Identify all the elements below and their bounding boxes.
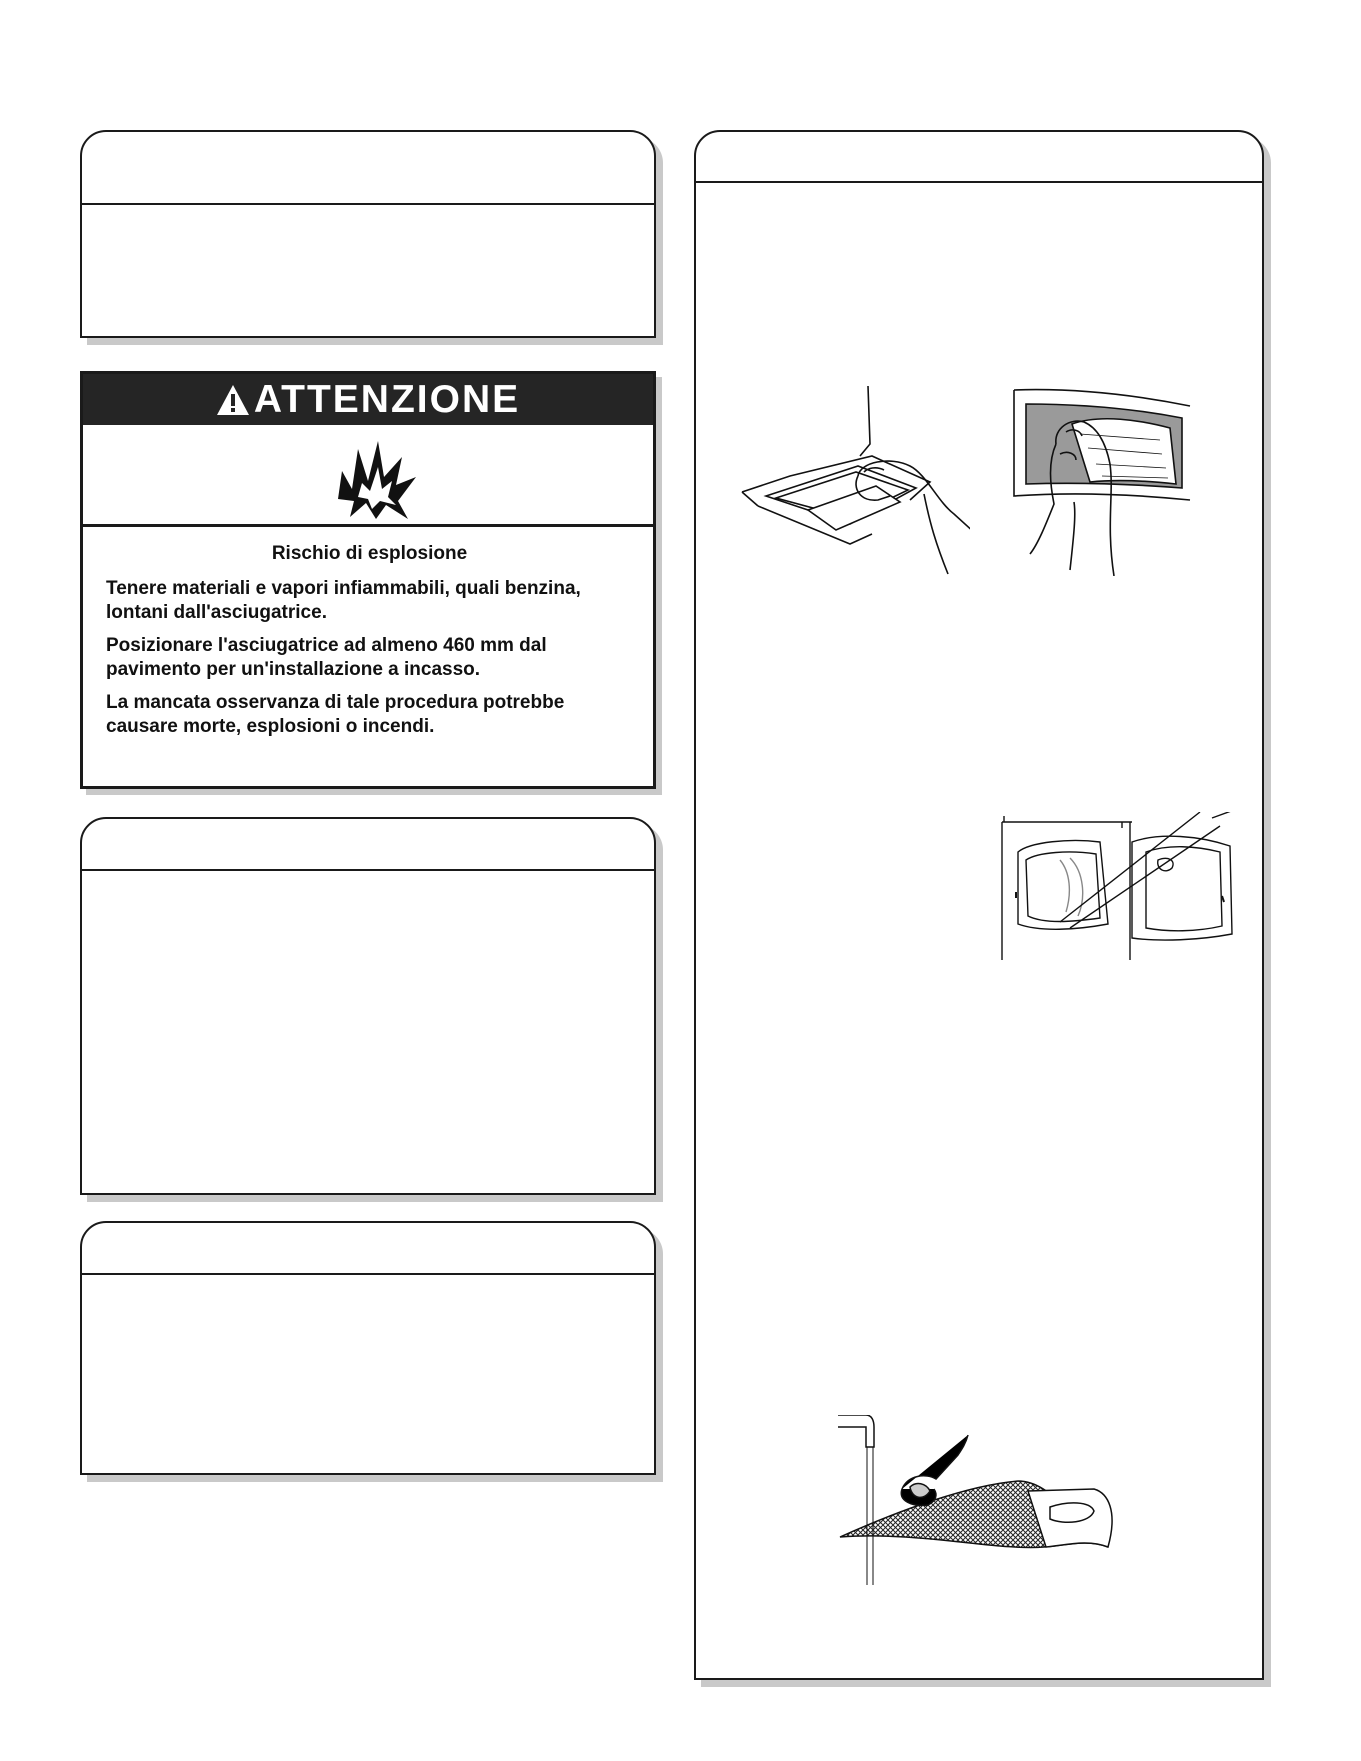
warning-symbol-area bbox=[83, 425, 653, 527]
explosion-icon bbox=[328, 439, 424, 523]
warning-paragraph-1: Tenere materiali e vapori infiammabili, quali benzina, lontani dall'asciugatrice. bbox=[106, 578, 581, 623]
info-box-bottom-header bbox=[82, 1223, 654, 1275]
warning-panel bbox=[80, 371, 656, 789]
warning-risk-title: Rischio di esplosione bbox=[271, 543, 468, 564]
hand-wiping-lint-screen-icon bbox=[740, 384, 970, 576]
info-box-right-header bbox=[696, 132, 1262, 183]
info-box-top-header bbox=[82, 132, 654, 205]
info-box-top bbox=[80, 130, 656, 338]
warning-header-label: ATTENZIONE bbox=[253, 377, 521, 421]
warning-header bbox=[83, 374, 653, 425]
warning-triangle-icon bbox=[216, 384, 250, 416]
warning-paragraph-2: Posizionare l'asciugatrice ad almeno 460 mm dal pavimento per un'installazione a incasso. bbox=[106, 635, 547, 680]
washing-lint-screen-under-tap-icon bbox=[838, 1415, 1114, 1585]
info-box-middle-header bbox=[82, 819, 654, 871]
warning-paragraph-3: La mancata osservanza di tale procedura potrebbe causare morte, esplosioni o incendi. bbox=[106, 692, 565, 737]
warning-text bbox=[106, 542, 633, 748]
info-box-middle bbox=[80, 817, 656, 1195]
hand-cleaning-control-panel-icon bbox=[1010, 384, 1194, 576]
info-box-bottom bbox=[80, 1221, 656, 1475]
cleaning-drum-with-cloth-icon bbox=[1000, 812, 1245, 962]
